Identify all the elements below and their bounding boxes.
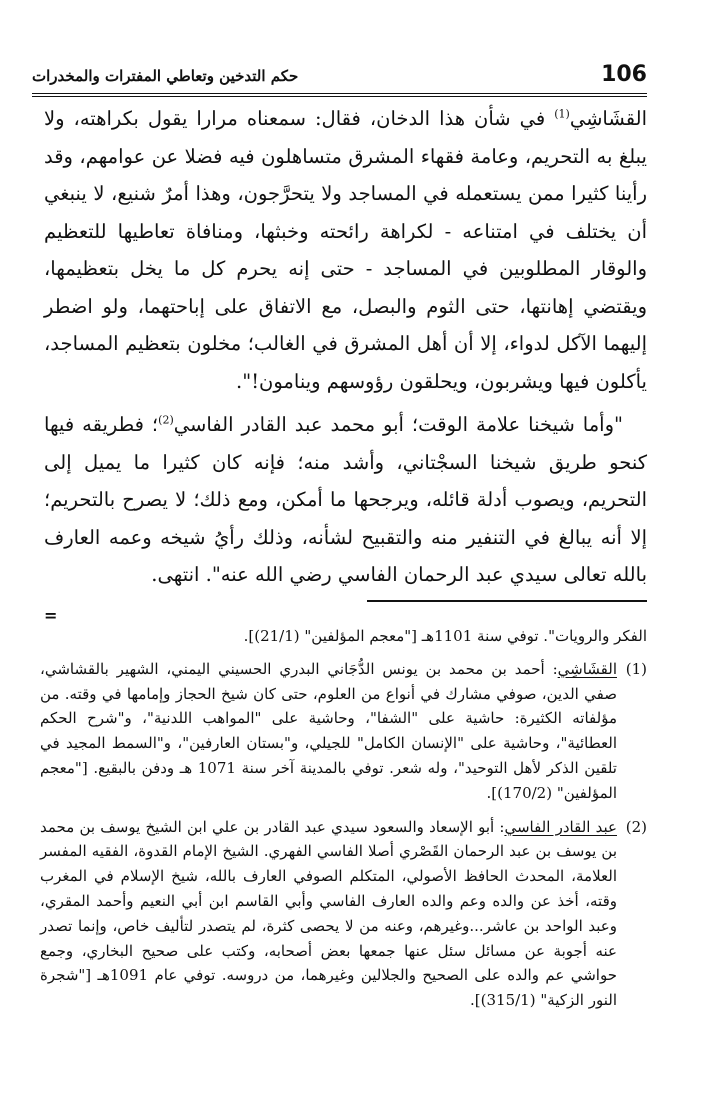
paragraph-2 [44,406,647,594]
footnote-entry-name: القشَاشِي [557,659,617,678]
footnote-continued: الفكر والرويات". توفي سنة 1101هـ ["معجم المؤلفين" (21/1)]. [243,627,647,645]
footnote-body: : أحمد بن محمد بن يونس الدُّجَاني البدري الحسيني اليمني، الشهير بالقشاشي، صفي الدين، صوفي مشارك في أنواع من العلوم، حتى كان شيخ الحجاز وإمامها في وقته. من مؤلفاته الكثيرة: حاشية على "الشفا"، وحاشية على "المواهب اللدنية"، و"شرح الحكم العطائية"، وحاشية على "الإنسان الكامل" للجيلي، و"بستان العارفين"، و"السمط المجيد في تلقين الذكر لأهل التوحيد"، وله شعر. توفي بالمدينة آخر سنة 1071 هـ ودفن بالبقيع. ["معجم المؤلفين" (170/2)]. [40,659,617,802]
footnote-continuation-mark: = [44,606,58,625]
footnote-text [40,815,617,1013]
page-header [32,58,647,92]
footnote-body: : أبو الإسعاد والسعود سيدي عبد القادر بن علي ابن الشيخ يوسف بن محمد بن يوسف بن عبد الرحمان القَصْري أصلا الفاسي الفهري. الشيخ الإمام القدوة، الفقيه المفسر العلامة، المحدث الحافظ الأصولي، المتكلم الصوفي العارف بالله، شيخ الإسلام في المغرب وقته، أخذ عن والده وعم والده العارف الفاسي وأبي القاسم ابن أبي النعيم وأحمد المقري، وعبد الواحد بن عاشر...وغيرهم، وعنه من لا يحصى كثرة، لم يتصدر لتأليف خاص، وإنما تصدر عنه أجوبة عن مسائل سئل عنها جمعها بعض أصحابه، وكتب على صحيح البخاري، وجمع حواشي عم والده على الصحيح والجلالين وغيرهما، من دروسه. توفي عام 1091هـ ["شجرة النور الزكية" (315/1)]. [40,817,617,1010]
name-qashashi: القشَاشِي [569,107,647,130]
footnote-number: (2) [625,817,647,836]
main-text [44,100,647,594]
header-rule [32,93,647,94]
footnote-2 [40,815,647,1013]
footnote-separator [367,600,647,602]
footnote-number: (1) [625,659,647,678]
paragraph-2-text: ؛ فطريقه فيها كنحو طريق شيخنا السجْتاني، وأشد منه؛ فإنه كان كثيرا ما يميل إلى التحريم، ويصوب أدلة قائله، ويرجحها ما أمكن، ومع ذلك؛ لا يصرح بالتحريم؛ إلا أنه يبالغ في التنفير منه والتقبيح لشأنه، وذلك رأيُ شيخه وعمه العارف بالله تعالى سيدي عبد الرحمان الفاسي رضي الله عنه". انتهى. [44,413,647,586]
footnote-ref-1: (1) [554,107,570,121]
paragraph-1 [44,100,647,400]
page-number: 106 [601,62,647,87]
paragraph-1-text: في شأن هذا الدخان، فقال: سمعناه مرارا يقول بكراهته، ولا يبلغ به التحريم، وعامة فقهاء المشرق متساهلون فيه فضلا عن عوامهم، وقد رأينا كثيرا ممن يستعمله في المساجد ولا يتحرَّجون، وهذا أمرٌ شنيع، لا ينبغي أن يختلف في امتناعه - لكراهة رائحته وخبثها، ومنافاة تعاطيها للتعظيم والوقار المطلوبين في المساجد - حتى إنه يحرم كل ما يخل بتعظيمها، ويقتضي إهانتها، حتى الثوم والبصل، مع الاتفاق على إباحتهما، ولو اضطر إليهما الآكل لدواء، إلا أن أهل المشرق في الغالب؛ مخلون بتعظيم المساجد، يأكلون فيها ويشربون، ويحلقون رؤوسهم وينامون!". [44,107,647,393]
footnote-entry-name: عبد القادر الفاسي [504,817,617,836]
footnote-text [40,657,617,806]
footnotes [40,624,647,1022]
running-title: حكم التدخين وتعاطي المفترات والمخدرات [32,67,299,85]
header-rule-secondary [32,96,647,97]
footnote-1 [40,657,647,806]
paragraph-2-start: "وأما شيخنا علامة الوقت؛ أبو محمد عبد القادر الفاسي [173,413,623,436]
footnote-ref-2: (2) [158,413,174,427]
